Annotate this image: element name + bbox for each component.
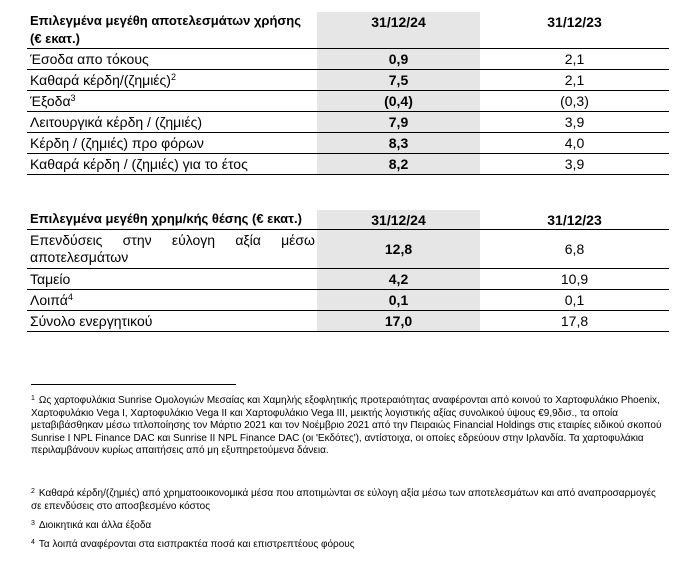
position-header-current: 31/12/24 — [317, 210, 480, 229]
row-value-prior: 3,9 — [564, 156, 585, 172]
table-row — [27, 269, 669, 290]
footnote-text: Ως χαρτοφυλάκια Sunrise Ομολογιών Μεσαίας και Χαμηλής εξοφλητικής προτεραιότητας αναφέρονται από κοινού το Χαρτοφυλάκιο Phoenix, Χαρτοφυλάκιο Vega I, Χαρτοφυλάκιο Vega II και Χαρτοφυλάκιο Vega III, μεικτής λογιστικής αξίας συνολικού ύψους €9,9δισ., τα οποία μεταβιβάσθηκαν μέσω τιτλοποίησης τον Μάρτιο 2021 και τον Νοέμβριο 2021 από την Πειραιώς Financial Holdings στις εταιρίες ειδικού σκοπού Sunrise I NPL Finance DAC και Sunrise II NPL Finance DAC (οι 'Εκδότες'), αντίστοιχα, οι οποίες εδρεύουν στην Ιρλανδία. Τα χαρτοφυλάκια περιλαμβάνουν κυρίως απαιτήσεις από μη εξυπηρετούμενα δάνεια. — [31, 395, 662, 457]
row-value-prior: 17,8 — [560, 313, 589, 329]
results-header-label: Επιλεγμένα μεγέθη αποτελεσμάτων χρήσης (€ εκατ.) — [30, 13, 302, 46]
footnote-text: Διοικητικά και άλλα έξοδα — [38, 520, 152, 531]
row-value-current: 7,5 — [317, 70, 480, 90]
row-value-current: 4,2 — [317, 269, 480, 289]
table-row — [27, 154, 669, 175]
footnote — [31, 395, 669, 458]
footnote-number: 1 — [31, 395, 35, 402]
table-row — [27, 133, 669, 154]
footnote-separator — [31, 384, 236, 385]
table-row — [27, 70, 669, 91]
footnote-number: 4 — [31, 539, 35, 546]
row-value-current: 17,0 — [317, 311, 480, 331]
position-table-header — [27, 210, 669, 230]
row-value-prior: 3,9 — [564, 114, 585, 130]
row-value-current: (0,4) — [317, 91, 480, 111]
footnote-number: 2 — [31, 488, 35, 495]
table-row — [27, 112, 669, 133]
results-table-header — [27, 12, 669, 49]
row-label: Λειτουργικά κέρδη / (ζημιές) — [30, 114, 203, 130]
row-value-current: 7,9 — [317, 112, 480, 132]
footnote-text: Καθαρά κέρδη/(ζημιές) από χρηματοοικονομικά μέσα που αποτιμώνται σε εύλογη αξία μέσω των αποτελεσμάτων και από αναπροσαρμογές σε επενδύσεις στο αποσβεσμένο κόστος — [31, 488, 656, 512]
footnote-ref: 2 — [170, 72, 176, 82]
position-header-label: Επιλεγμένα μεγέθη χρημ/κής θέσης (€ εκατ.) — [30, 211, 302, 226]
row-value-current: 0,9 — [317, 49, 480, 69]
footnote-ref: 3 — [70, 93, 76, 103]
footnote-text: Τα λοιπά αναφέρονται στα εισπρακτέα ποσά και επιστρεπτέους φόρους — [38, 539, 355, 550]
row-value-prior: 2,1 — [564, 72, 585, 88]
results-header-prior: 31/12/23 — [547, 14, 602, 30]
row-label: Έξοδα$^3$ — [30, 93, 76, 109]
footnote-number: 3 — [31, 520, 35, 527]
table-row — [27, 290, 669, 311]
footnote — [31, 539, 669, 552]
row-label: Σύνολο ενεργητικού — [30, 313, 153, 329]
table-row — [27, 49, 669, 70]
results-header-current: 31/12/24 — [317, 12, 480, 48]
position-table — [27, 210, 669, 332]
row-value-prior: 0,1 — [564, 292, 585, 308]
row-value-prior: 10,9 — [560, 271, 589, 287]
footnote — [31, 488, 669, 513]
results-table — [27, 12, 669, 175]
row-value-current: 0,1 — [317, 290, 480, 310]
row-value-prior: 6,8 — [564, 241, 585, 257]
row-value-prior: 4,0 — [564, 135, 585, 151]
table-row — [27, 230, 669, 269]
footnote — [31, 520, 669, 533]
row-label: Επενδύσεις στην εύλογη αξία μέσω αποτελεσμάτων — [30, 232, 315, 265]
position-header-prior: 31/12/23 — [547, 212, 602, 228]
footnote-ref: 4 — [67, 292, 73, 302]
row-label: Έσοδα απο τόκους — [30, 51, 149, 67]
row-value-prior: (0,3) — [560, 93, 589, 109]
row-label: Ταμείο — [30, 271, 71, 287]
table-row — [27, 91, 669, 112]
row-label: Καθαρά κέρδη / (ζημιές) για το έτος — [30, 156, 248, 172]
row-label: Κέρδη / (ζημιές) προ φόρων — [30, 135, 204, 151]
row-label: Καθαρά κέρδη/$(\zeta\eta\mu\iota έ\varsigma)^2$ — [30, 72, 176, 88]
table-row — [27, 311, 669, 332]
row-value-current: 8,3 — [317, 133, 480, 153]
row-label: Λοιπά$^4$ — [30, 292, 73, 308]
row-value-current: 12,8 — [317, 230, 480, 268]
row-value-prior: 2,1 — [564, 51, 585, 67]
row-value-current: 8,2 — [317, 154, 480, 174]
